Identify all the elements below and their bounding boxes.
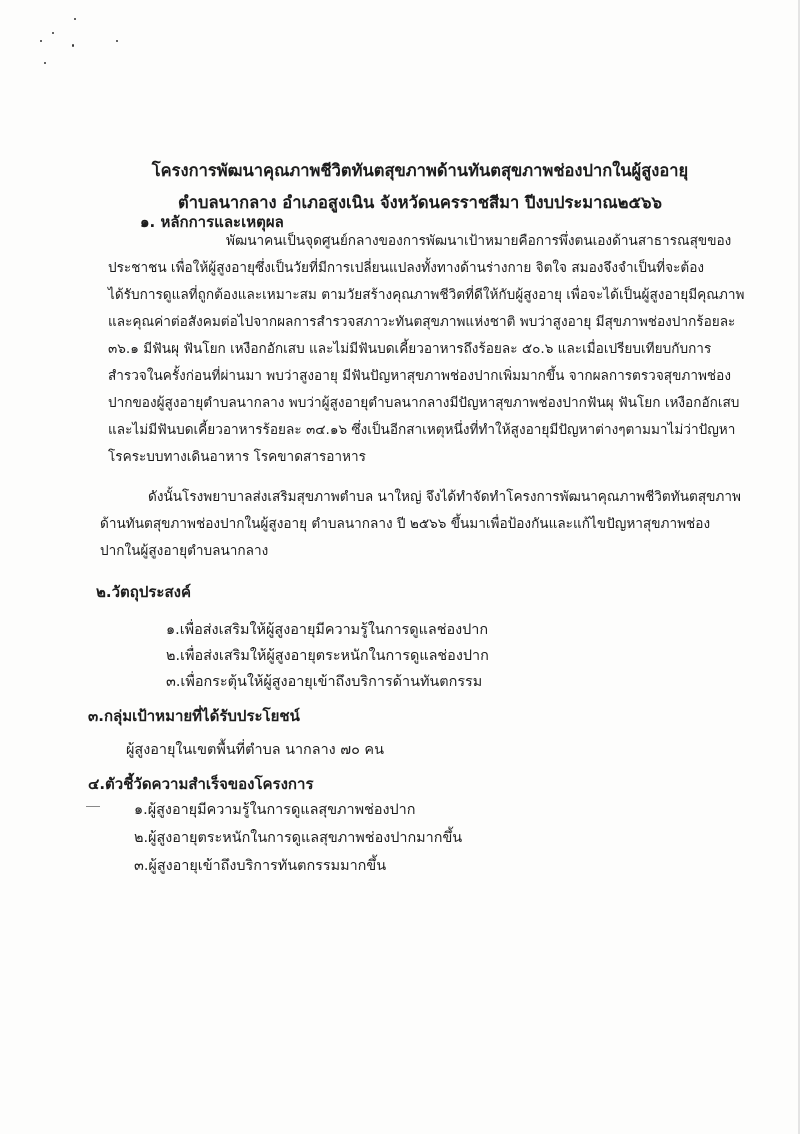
indicator-item: ๑.ผู้สูงอายุมีความรู้ในการดูแลสุขภาพช่องปาก [134, 802, 416, 818]
scan-speck [52, 32, 54, 34]
indicator-item: ๓.ผู้สูงอายุเข้าถึงบริการทันตกรรมมากขึ้น [134, 858, 387, 874]
paragraph-line: สำรวจในครั้งก่อนที่ผ่านมา พบว่าสูงอายุ มีฟันปัญหาสุขภาพช่องปากเพิ่มมากขึ้น จากผลการตรวจสุขภาพช่อง [108, 368, 731, 384]
section-1-paragraph-1 [108, 228, 748, 471]
scan-speck [74, 18, 76, 20]
paragraph-line: ได้รับการดูแลที่ถูกต้องและเหมาะสม ตามวัยสร้างคุณภาพชีวิตที่ดีให้กับผู้สูงอายุ เพื่อจะได้เป็นผู้สูงอายุมีคุณภาพ [108, 287, 745, 303]
scan-speck [116, 40, 118, 42]
paragraph-line: ดังนั้นโรงพยาบาลส่งเสริมสุขภาพตำบล นาใหญ่ จึงได้ทำจัดทำโครงการพัฒนาคุณภาพชีวิตทันตสุขภาพ [148, 489, 741, 505]
scan-speck [44, 62, 46, 64]
paragraph-line: ด้านทันตสุขภาพช่องปากในผู้สูงอายุ ตำบลนากลาง ปี ๒๕๖๖ ขึ้นมาเพื่อป้องกันและแก้ไขปัญหาสุขภาพช่อง [100, 516, 711, 532]
indicator-item: ๒.ผู้สูงอายุตระหนักในการดูแลสุขภาพช่องปากมากขึ้น [134, 830, 463, 846]
paragraph-line: พัฒนาคนเป็นจุดศูนย์กลางของการพัฒนาเป้าหมายคือการพึ่งตนเองด้านสาธารณสุขของ [226, 233, 732, 249]
paragraph-line: ปากในผู้สูงอายุตำบลนากลาง [100, 543, 269, 559]
target-group-text: ผู้สูงอายุในเขตพื้นที่ตำบล นากลาง ๗๐ คน [126, 742, 384, 758]
document-title-line-1: โครงการพัฒนาคุณภาพชีวิตทันตสุขภาพด้านทันตสุขภาพช่องปากในผู้สูงอายุ [151, 161, 689, 180]
objective-item: ๓.เพื่อกระตุ้นให้ผู้สูงอายุเข้าถึงบริการด้านทันตกรรม [166, 674, 483, 690]
scan-speck [40, 40, 42, 42]
scan-speck [72, 44, 74, 47]
stray-mark [86, 806, 100, 807]
paragraph-line: ๓๖.๑ มีฟันผุ ฟันโยก เหงือกอักเสบ และไม่มีฟันบดเคี้ยวอาหารถึงร้อยละ ๕๐.๖ และเมื่อเปรียบเทียบกับการ [108, 341, 712, 357]
paragraph-line: และไม่มีฟันบดเคี้ยวอาหารร้อยละ ๓๔.๑๖ ซึ่งเป็นอีกสาเหตุหนึ่งที่ทำให้สูงอายุมีปัญหาต่างๆตามมาไม่ว่าปัญหา [108, 422, 736, 438]
paragraph-line: ปากของผู้สูงอายุตำบลนากลาง พบว่าผู้สูงอายุตำบลนากลางมีปัญหาสุขภาพช่องปากฟันผุ ฟันโยก เหงือกอักเสบ [108, 395, 740, 411]
section-1-heading: ๑. หลักการและเหตุผล [140, 213, 284, 231]
section-4-heading: ๔.ตัวชี้วัดความสำเร็จของโครงการ [88, 775, 314, 793]
paragraph-line: ประชาชน เพื่อให้ผู้สูงอายุซึ่งเป็นวัยที่มีการเปลี่ยนแปลงทั้งทางด้านร่างกาย จิตใจ สมองจึงจำเป็นที่จะต้อง [108, 260, 705, 276]
objective-item: ๑.เพื่อส่งเสริมให้ผู้สูงอายุมีความรู้ในการดูแลช่องปาก [166, 622, 489, 638]
paragraph-line: โรคระบบทางเดินอาหาร โรคขาดสารอาหาร [108, 449, 366, 465]
objective-item: ๒.เพื่อส่งเสริมให้ผู้สูงอายุตระหนักในการดูแลช่องปาก [166, 648, 489, 664]
section-3-heading: ๓.กลุ่มเป้าหมายที่ได้รับประโยชน์ [88, 707, 300, 725]
section-2-heading: ๒.วัตถุประสงค์ [96, 583, 191, 601]
document-title-line-2: ตำบลนากลาง อำเภอสูงเนิน จังหวัดนครราชสีมา ปีงบประมาณ๒๕๖๖ [178, 193, 662, 212]
paragraph-line: และคุณค่าต่อสังคมต่อไปจากผลการสำรวจสภาวะทันตสุขภาพแห่งชาติ พบว่าสูงอายุ มีสุขภาพช่องปากร้อยละ [108, 314, 736, 330]
section-1-paragraph-2 [100, 484, 750, 565]
